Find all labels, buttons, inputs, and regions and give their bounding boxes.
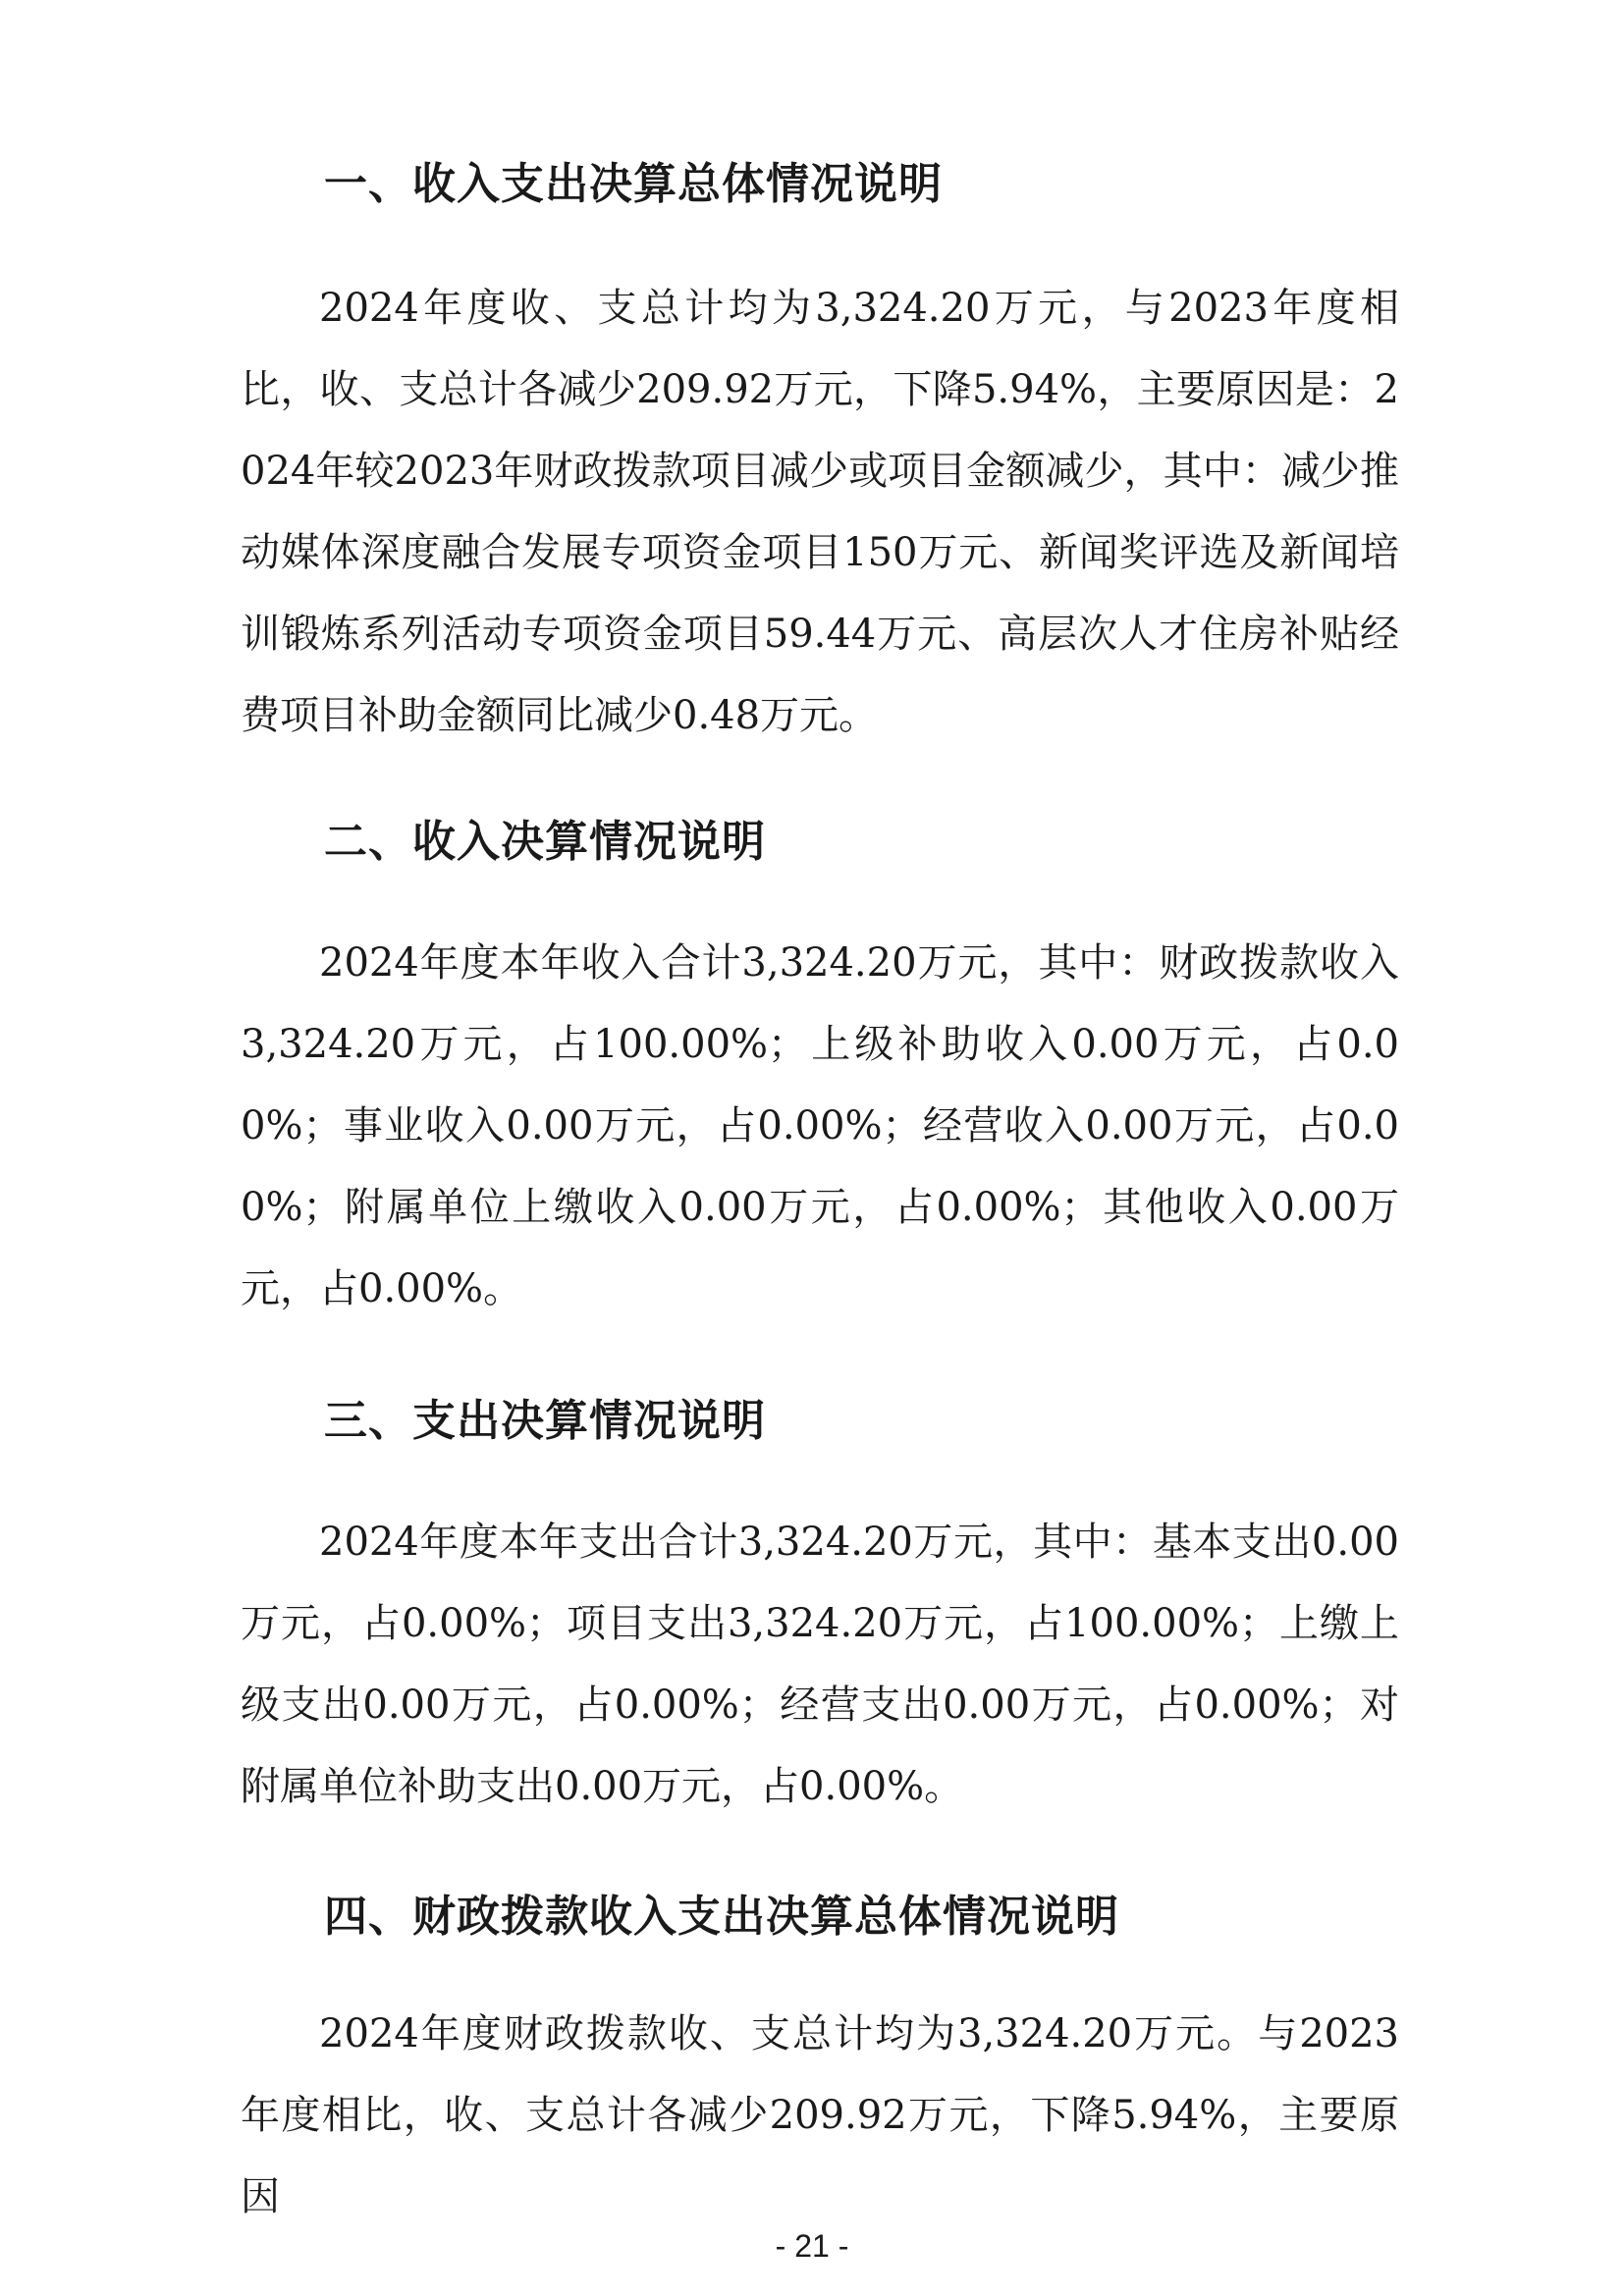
section-3-heading: 三、支出决算情况说明 bbox=[324, 1396, 766, 1446]
section-2-heading: 二、收入决算情况说明 bbox=[324, 817, 766, 867]
section-1-heading: 一、收入支出决算总体情况说明 bbox=[324, 159, 943, 209]
section-4-heading: 四、财政拨款收入支出决算总体情况说明 bbox=[324, 1892, 1119, 1942]
section-3-paragraph: 2024年度本年支出合计3,324.20万元，其中：基本支出0.00万元，占0.00%；项目支出3,324.20万元，占100.00%；上缴上级支出0.00万元，占0.00%；经营支出0.00万元，占0.00%；对附属单位补助支出0.00万元，占0.00%。 bbox=[241, 1520, 1399, 1809]
section-1-paragraph: 2024年度收、支总计均为3,324.20万元，与2023年度相比，收、支总计各减少209.92万元，下降5.94%，主要原因是：2024年较2023年财政拨款项目减少或项目金额减少，其中：减少推动媒体深度融合发展专项资金项目150万元、新闻奖评选及新闻培训锻炼系列活动专项资金项目59.44万元、高层次人才住房补贴经费项目补助金额同比减少0.48万元。 bbox=[241, 286, 1399, 738]
page-number: - 21 - bbox=[775, 2228, 849, 2264]
section-2-paragraph: 2024年度本年收入合计3,324.20万元，其中：财政拨款收入3,324.20万元，占100.00%；上级补助收入0.00万元，占0.00%；事业收入0.00万元，占0.00%；经营收入0.00万元，占0.00%；附属单位上缴收入0.00万元，占0.00%；其他收入0.00万元，占0.00%。 bbox=[241, 940, 1399, 1311]
section-4-paragraph: 2024年度财政拨款收、支总计均为3,324.20万元。与2023年度相比，收、支总计各减少209.92万元，下降5.94%，主要原因 bbox=[241, 2011, 1399, 2219]
